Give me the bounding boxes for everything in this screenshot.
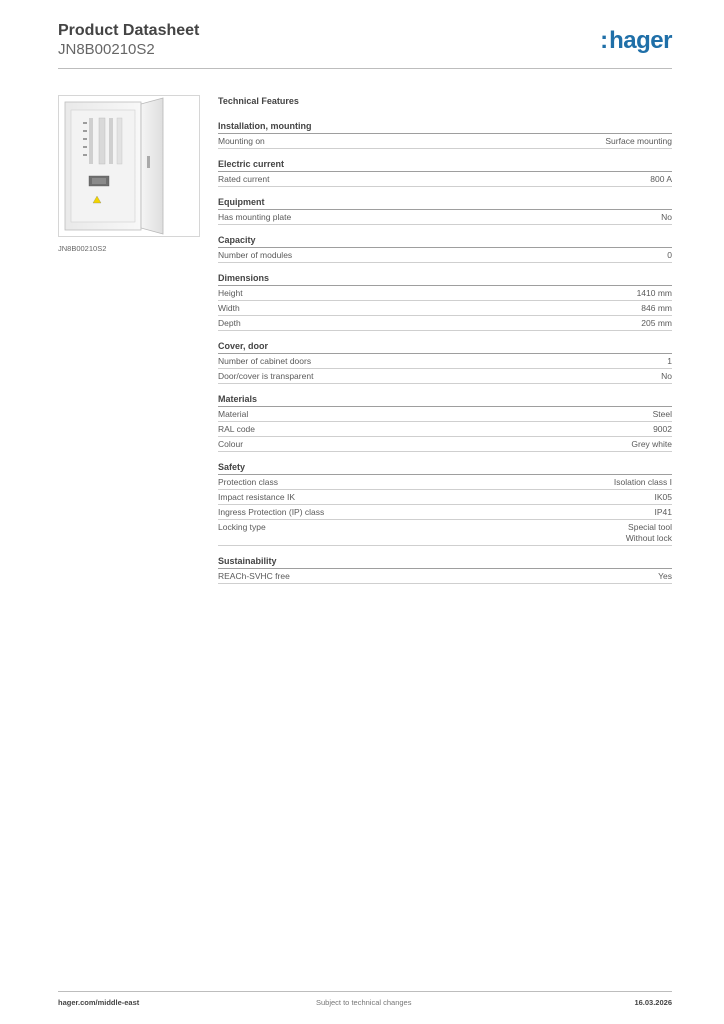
- feature-value: [614, 477, 672, 488]
- product-code: JN8B00210S2: [58, 41, 155, 58]
- features-title: Technical Features: [218, 96, 299, 106]
- logo-text: hager: [609, 27, 672, 54]
- feature-value: [655, 492, 673, 503]
- feature-row: [218, 369, 672, 384]
- feature-label: Protection class: [218, 477, 278, 487]
- feature-section: [218, 461, 672, 546]
- feature-value-line: No: [661, 371, 672, 381]
- feature-value-line: Isolation class I: [613, 477, 672, 487]
- product-image: [58, 95, 200, 237]
- section-title: Capacity: [218, 234, 672, 248]
- feature-value-line: 1410 mm: [636, 288, 672, 298]
- feature-value: [605, 136, 672, 147]
- feature-label: Door/cover is transparent: [218, 371, 314, 381]
- technical-features: [218, 95, 672, 593]
- feature-value-line: 9002: [653, 424, 672, 434]
- feature-label: Mounting on: [218, 136, 265, 146]
- feature-value-line: Special tool: [628, 522, 672, 532]
- feature-label: RAL code: [218, 424, 256, 434]
- feature-section: [218, 340, 672, 384]
- feature-value: [631, 439, 672, 450]
- feature-row: [218, 437, 672, 452]
- feature-value-line: No: [661, 212, 672, 222]
- distribution-board-image: [59, 96, 199, 236]
- feature-label: REACh-SVHC free: [218, 571, 290, 581]
- feature-row: [218, 520, 672, 546]
- feature-value-line: 800 A: [650, 174, 672, 184]
- feature-row: [218, 569, 672, 584]
- feature-row: [218, 422, 672, 437]
- footer-date: 16.03.2026: [634, 998, 672, 1007]
- feature-row: [218, 505, 672, 520]
- feature-value-line: IK05: [654, 492, 672, 502]
- feature-label: Ingress Protection (IP) class: [218, 507, 325, 517]
- footer-notice: Subject to technical changes: [316, 998, 412, 1007]
- feature-value: [661, 212, 672, 223]
- feature-value: [653, 424, 672, 435]
- feature-value-line: IP41: [654, 507, 672, 517]
- feature-section: [218, 555, 672, 584]
- feature-value-line: 205 mm: [641, 318, 672, 328]
- section-title: Sustainability: [218, 555, 672, 569]
- section-title: Safety: [218, 461, 672, 475]
- feature-value: [667, 250, 672, 261]
- feature-section: [218, 234, 672, 263]
- feature-label: Material: [218, 409, 249, 419]
- feature-value: [658, 571, 672, 582]
- feature-value: [653, 409, 672, 420]
- feature-row: [218, 134, 672, 149]
- feature-label: Locking type: [218, 522, 266, 532]
- feature-label: Number of modules: [218, 250, 293, 260]
- footer-divider: [58, 991, 672, 992]
- feature-label: Width: [218, 303, 240, 313]
- feature-section: [218, 393, 672, 452]
- feature-value: [641, 318, 672, 329]
- feature-value-line: 0: [667, 250, 672, 260]
- feature-label: Rated current: [218, 174, 270, 184]
- page-header: [58, 22, 672, 68]
- header-divider: [58, 68, 672, 69]
- feature-row: [218, 407, 672, 422]
- feature-label: Depth: [218, 318, 241, 328]
- feature-sections: [218, 120, 672, 584]
- section-title: Dimensions: [218, 272, 672, 286]
- feature-row: [218, 248, 672, 263]
- feature-value: [661, 371, 672, 382]
- image-caption: JN8B00210S2: [58, 244, 107, 253]
- feature-value: [650, 174, 672, 185]
- feature-label: Impact resistance IK: [218, 492, 296, 502]
- feature-row: [218, 475, 672, 490]
- footer-website: hager.com/middle-east: [58, 998, 140, 1007]
- feature-value-line: Without lock: [625, 533, 672, 543]
- feature-section: [218, 120, 672, 149]
- feature-section: [218, 196, 672, 225]
- section-title: Electric current: [218, 158, 672, 172]
- feature-value: [641, 303, 672, 314]
- feature-section: [218, 158, 672, 187]
- feature-value-line: Steel: [652, 409, 672, 419]
- page-footer: [58, 998, 672, 1010]
- feature-row: [218, 301, 672, 316]
- feature-label: Number of cabinet doors: [218, 356, 312, 366]
- feature-value-line: Grey white: [631, 439, 672, 449]
- page-title: Product Datasheet: [58, 22, 200, 39]
- feature-row: [218, 286, 672, 301]
- logo-colon: :: [600, 27, 609, 54]
- section-title: Cover, door: [218, 340, 672, 354]
- feature-value: [626, 522, 672, 544]
- hager-logo: [600, 28, 672, 54]
- feature-row: [218, 490, 672, 505]
- feature-row: [218, 210, 672, 225]
- section-title: Equipment: [218, 196, 672, 210]
- feature-row: [218, 172, 672, 187]
- feature-value: [637, 288, 672, 299]
- feature-label: Height: [218, 288, 243, 298]
- section-title: Materials: [218, 393, 672, 407]
- section-title: Installation, mounting: [218, 120, 672, 134]
- feature-row: [218, 316, 672, 331]
- feature-value-line: 846 mm: [641, 303, 672, 313]
- feature-value: [655, 507, 673, 518]
- feature-label: Colour: [218, 439, 244, 449]
- feature-label: Has mounting plate: [218, 212, 292, 222]
- feature-section: [218, 272, 672, 331]
- feature-value-line: Yes: [658, 571, 672, 581]
- feature-value: [667, 356, 672, 367]
- feature-value-line: 1: [667, 356, 672, 366]
- feature-row: [218, 354, 672, 369]
- feature-value-line: Surface mounting: [605, 136, 672, 146]
